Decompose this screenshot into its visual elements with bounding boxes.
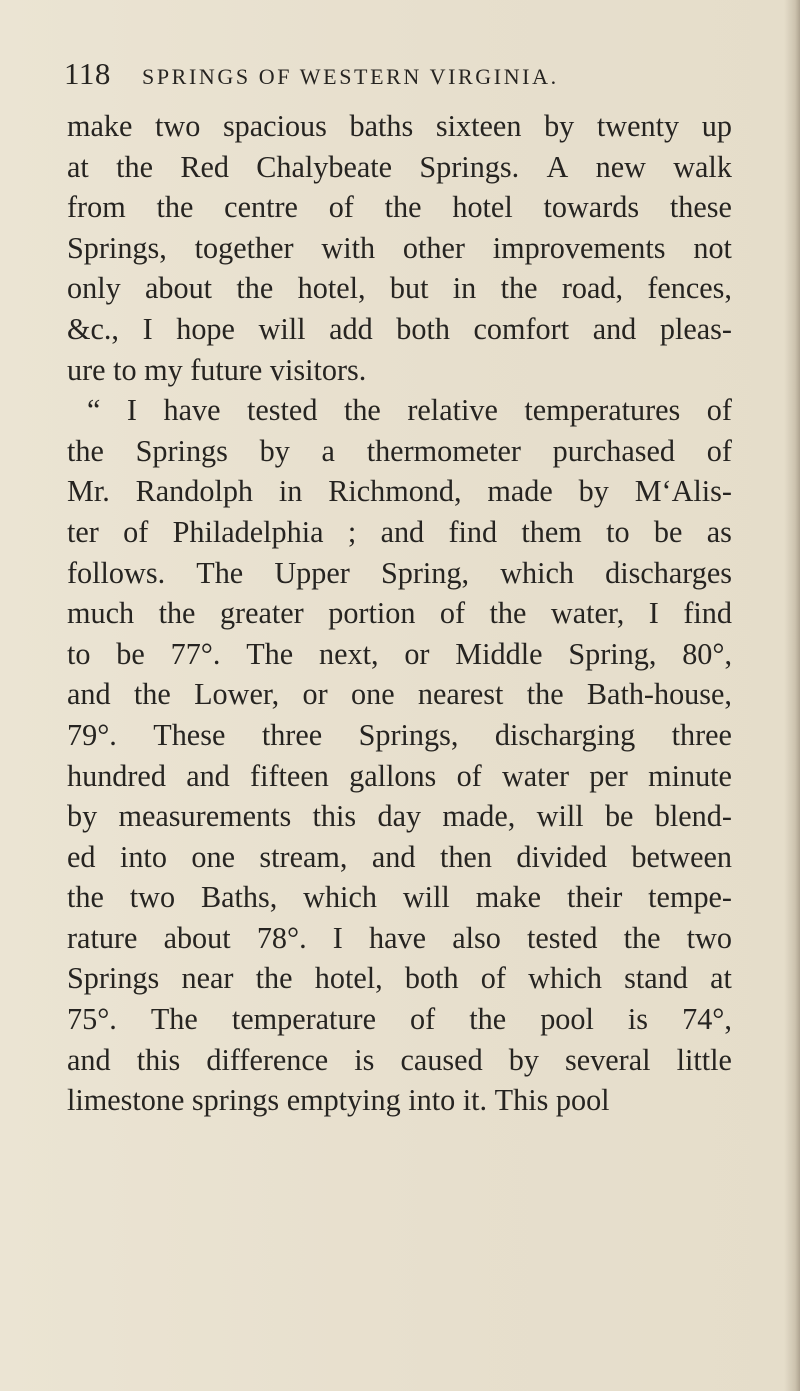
page-edge-shadow [784,0,800,1391]
page-number: 118 [64,56,111,91]
text-line: rature about 78°. I have also tested the two [67,920,732,955]
text-line: hundred and fifteen gallons of water per minute [67,758,732,793]
text-line: by measurements this day made, will be blend- [67,799,732,834]
text-line: and this difference is caused by several little [67,1042,732,1077]
text-line: “ I have tested the relative temperatures of [87,393,732,428]
text-line: ure to my future visitors. [67,352,367,387]
text-line: Springs, together with other improvements not [67,230,732,265]
text-line: limestone springs emptying into it. This pool [67,1083,610,1118]
text-line: the two Baths, which will make their tempe- [67,880,732,915]
body-text [67,106,732,1121]
text-line: Springs near the hotel, both of which stand at [67,961,732,996]
text-line: 79°. These three Springs, discharging three [67,717,732,752]
text-line: ter of Philadelphia ; and find them to be as [67,514,732,549]
text-line: to be 77°. The next, or Middle Spring, 80°, [67,636,732,671]
text-line: ed into one stream, and then divided between [67,839,732,874]
text-line: follows. The Upper Spring, which discharges [67,555,732,590]
text-line: from the centre of the hotel towards these [67,190,732,225]
text-line: much the greater portion of the water, I find [67,596,732,631]
text-line: and the Lower, or one nearest the Bath-house, [67,677,732,712]
text-line: Mr. Randolph in Richmond, made by M‘Alis- [67,474,732,509]
text-line: at the Red Chalybeate Springs. A new walk [67,149,732,184]
running-head [64,56,744,96]
text-line: make two spacious baths sixteen by twenty up [67,109,732,143]
running-title: SPRINGS OF WESTERN VIRGINIA. [142,64,559,89]
text-line: 75°. The temperature of the pool is 74°, [67,1002,732,1037]
text-line: &c., I hope will add both comfort and pleas- [67,311,732,346]
text-line: the Springs by a thermometer purchased of [67,433,732,468]
text-line: only about the hotel, but in the road, fences, [67,271,732,306]
